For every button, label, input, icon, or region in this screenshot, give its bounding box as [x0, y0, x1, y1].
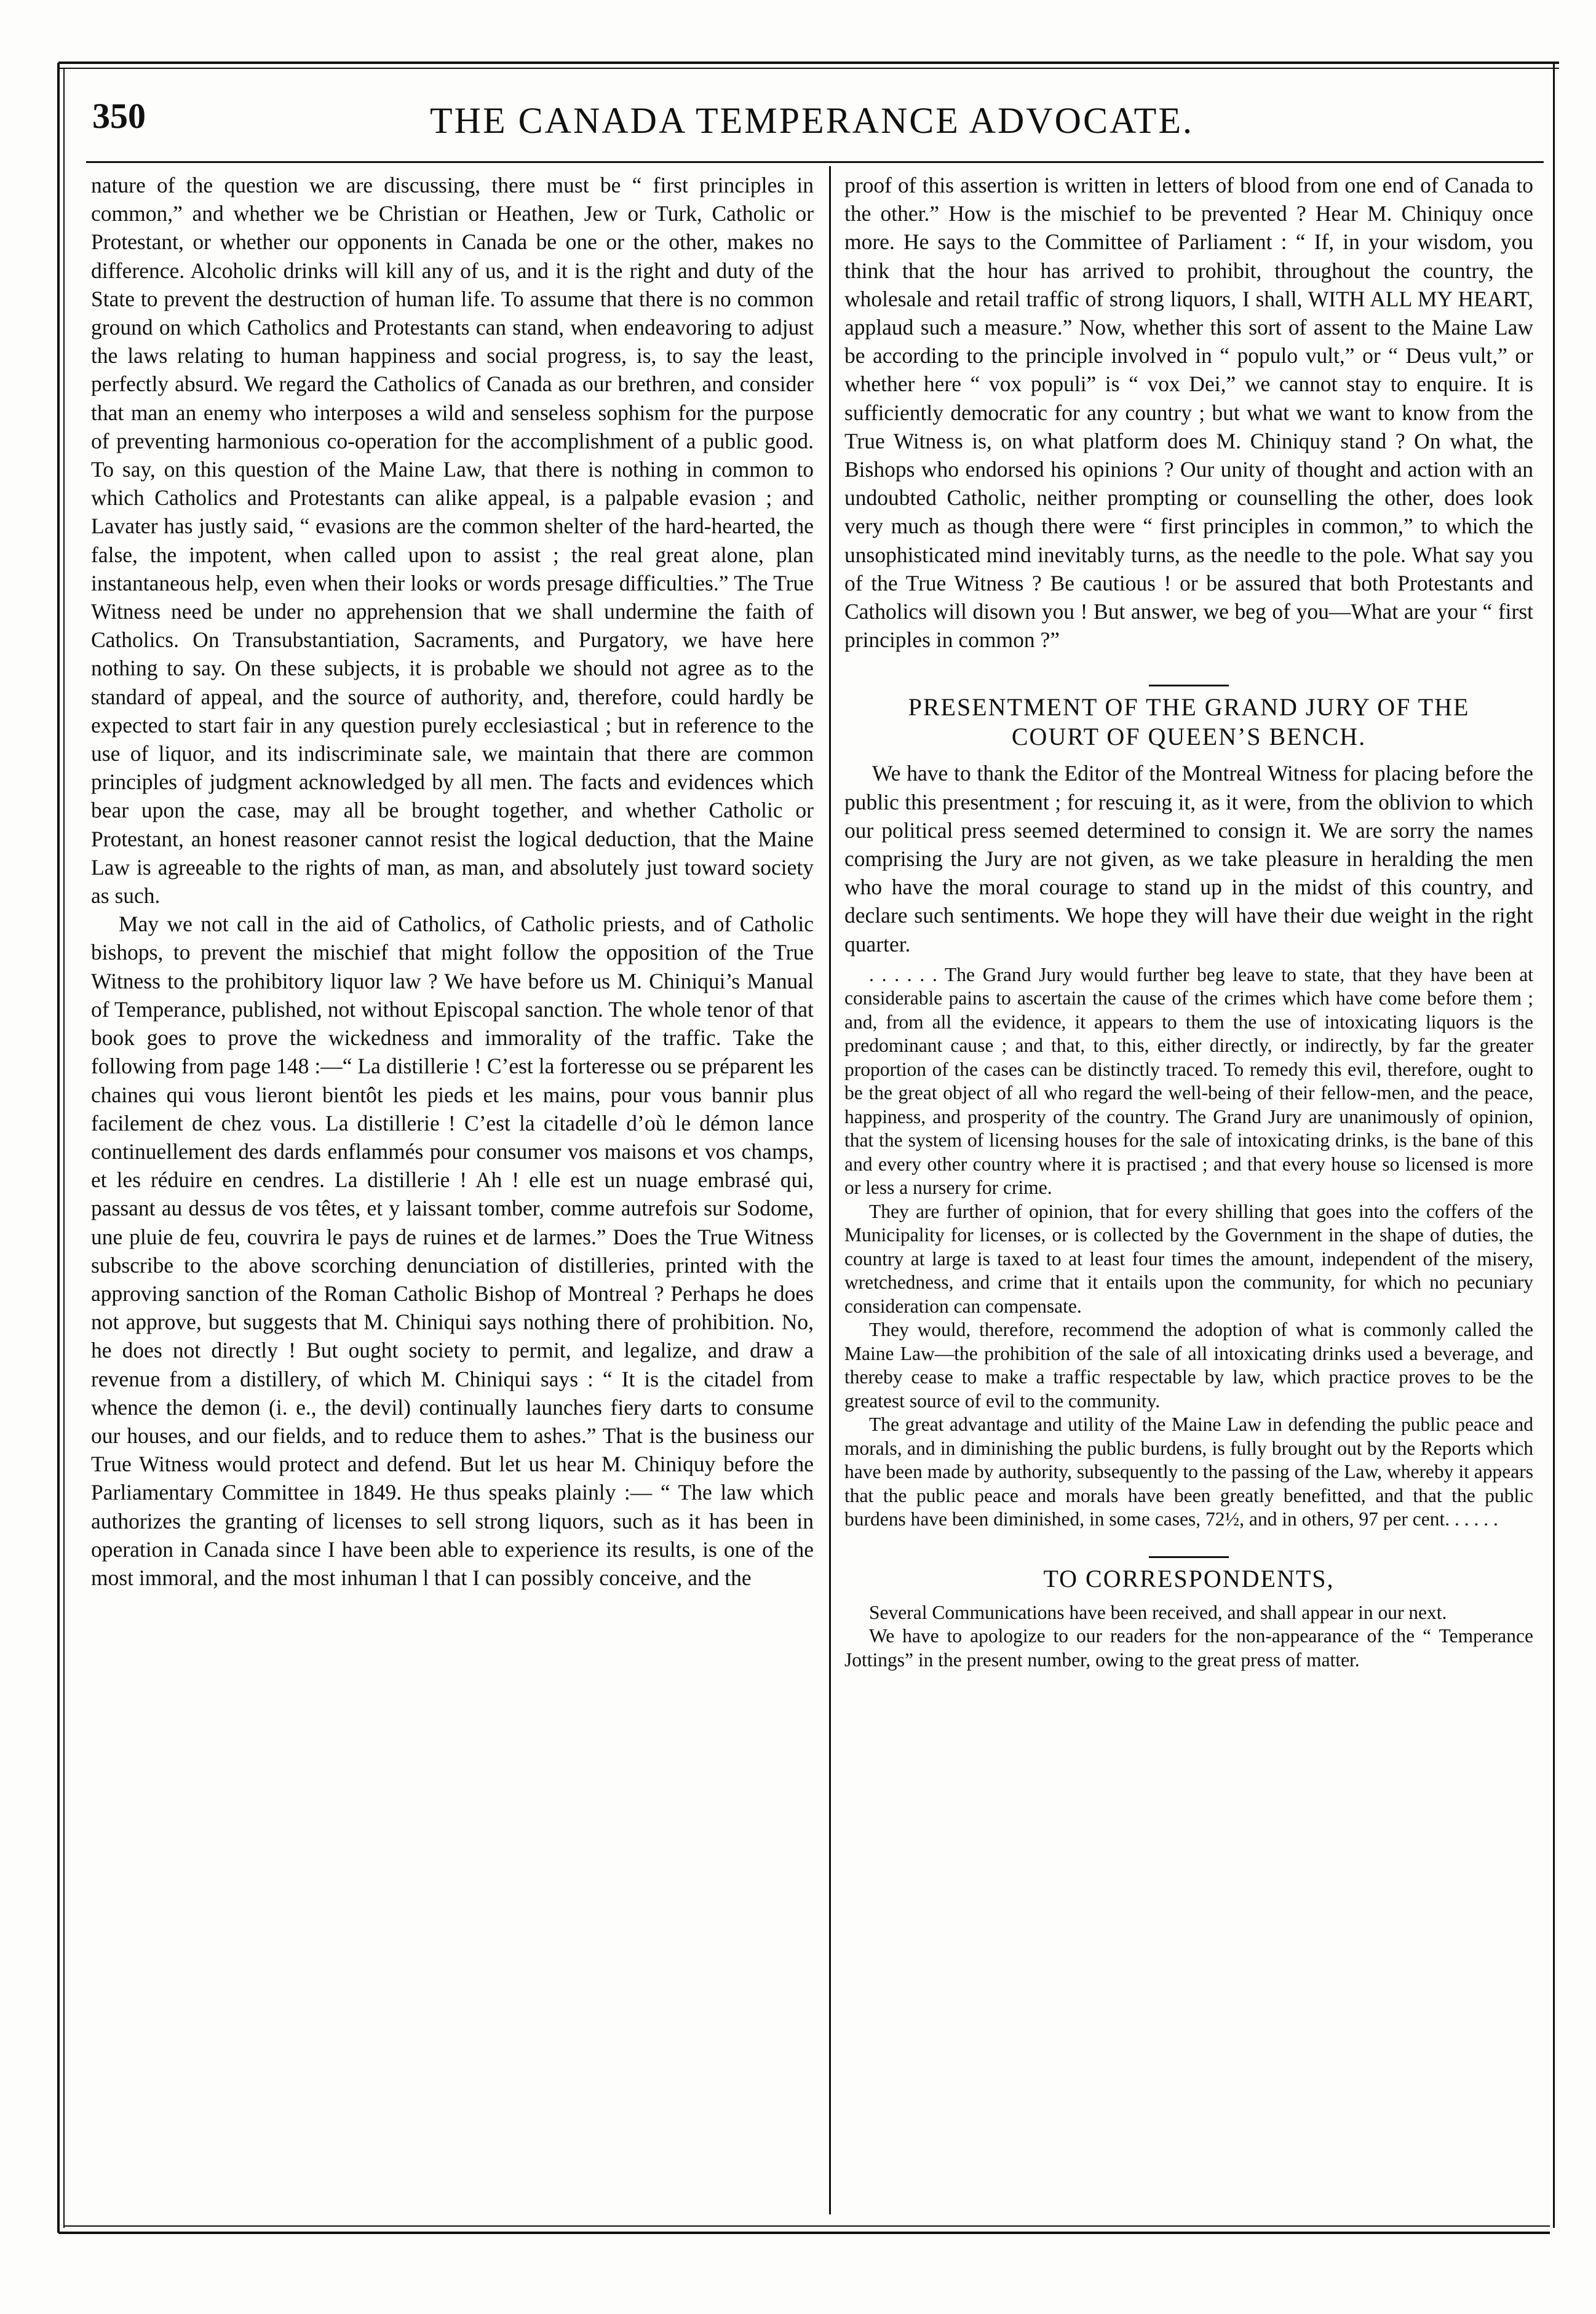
journal-title: THE CANADA TEMPERANCE ADVOCATE.	[430, 100, 1194, 141]
presentment-quote-paragraph: They would, therefore, recommend the adoption of what is commonly called the Maine Law—the prohibition of the sale of all intoxicating drinks used a beverage, and thereby cease to make a traffic respectable by law, which practice proves to be the greatest source of evil to the community.	[844, 1319, 1533, 1412]
presentment-heading	[844, 693, 1533, 752]
section-divider-rule	[1149, 1556, 1229, 1558]
presentment-quote	[844, 963, 1533, 1532]
presentment-heading-line-1: PRESENTMENT OF THE GRAND JURY OF THE	[908, 693, 1470, 722]
column-divider	[829, 166, 831, 2214]
page-border-right	[1553, 63, 1555, 2228]
correspondents-heading: TO CORRESPONDENTS,	[1043, 1564, 1335, 1592]
page-header	[86, 92, 1538, 154]
right-column	[844, 171, 1533, 1672]
page-border-bottom-inner	[65, 2225, 1550, 2227]
section-divider-rule	[1149, 685, 1229, 686]
presentment-quote-paragraph: The great advantage and utility of the Maine Law in defending the public peace and morals, and in diminishing the public burdens, is fully brought out by the Reports which have been made by authority, subsequently to the passing of the Law, whereby it appears that the public peace and morals have been greatly benefitted, and that the public burdens have been diminished, in some cases, 72½, and in others, 97 per cent. . . . . .	[844, 1413, 1533, 1530]
page-border-left	[57, 63, 60, 2233]
right-intro-paragraph: proof of this assertion is written in letters of blood from one end of Canada to the other.” How is the mischief to be prevented ? Hear M. Chiniquy once more. He says to the Committee of Parliament : “ If, in your wisdom, you think that the hour has arrived to prohibit, throughout the country, the wholesale and retail traffic of strong liquors, I shall, WITH ALL MY HEART, applaud such a measure.” Now, whether this sort of assent to the Maine Law be according to the principle involved in “ populo vult,” or “ Deus vult,” or whether here “ vox populi” is “ vox Dei,” we cannot stay to enquire. It is sufficiently democratic for any country ; but what we want to know from the True Witness is, on what platform does M. Chiniquy stand ? On what, the Bishops who endorsed his opinions ? Our unity of thought and action with an undoubted Catholic, neither prompting or counselling the other, does look very much as though there were “ first principles in common,” to which the unsophisticated mind inevitably turns, as the needle to the pole. What say you of the True Witness ? Be cautious ! or be assured that both Protestants and Catholics will disown you ! But answer, we beg of you—What are your “ first principles in common ?”	[844, 173, 1533, 653]
presentment-intro: We have to thank the Editor of the Montreal Witness for placing before the public this presentment ; for rescuing it, as it were, from the oblivion to which our political press seemed determined to consign it. We are sorry the names comprising the Jury are not given, as we take pleasure in heralding the men who have the moral courage to stand up in the midst of this country, and declare such sentiments. We hope they will have their due weight in the right quarter.	[844, 761, 1533, 956]
page-border-top	[58, 62, 1559, 64]
correspondents-body	[844, 1601, 1533, 1672]
presentment-quote-paragraph: . . . . . . The Grand Jury would further beg leave to state, that they have been at considerable pains to ascertain the cause of the crimes which have come before them ; and, from all the evidence, it appears to them the use of intoxicating liquors is the predominant cause ; and that, to this, either directly, or indirectly, by far the greater proportion of the cases can be distinctly traced. To remedy this evil, therefore, ought to be the great object of all who regard the well-being of their fellow-men, and the peace, happiness, and prosperity of the country. The Grand Jury are unanimously of opinion, that the system of licensing houses for the sale of intoxicating drinks, is the bane of this and every other country where it is practised ; and that every house so licensed is more or less a nursery for crime.	[844, 963, 1533, 1199]
presentment-quote-paragraph: They are further of opinion, that for every shilling that goes into the coffers of the Municipality for licenses, or is collected by the Government in the shape of duties, the country at large is taxed to at least four times the amount, independent of the misery, wretchedness, and crime that it entails upon the community, for which no pecuniary consideration can compensate.	[844, 1200, 1533, 1317]
header-rule	[86, 161, 1544, 163]
page-number: 350	[92, 96, 146, 136]
presentment-heading-line-2: COURT OF QUEEN’S BENCH.	[1011, 723, 1367, 751]
correspondents-paragraph: We have to apologize to our readers for the non-appearance of the “ Temperance Jottings” in the present number, owing to the great press of matter.	[844, 1625, 1533, 1671]
page-border-left-inner	[63, 69, 65, 2228]
page-border-bottom	[58, 2232, 1550, 2234]
correspondents-paragraph: Several Communications have been received, and shall appear in our next.	[869, 1601, 1447, 1623]
page-border-top-inner	[58, 68, 1559, 69]
left-paragraph-2: May we not call in the aid of Catholics, of Catholic priests, and of Catholic bishops, to prevent the mischief that might follow the opposition of the True Witness to the prohibitory liquor law ? We have before us M. Chiniqui’s Manual of Temperance, published, not without Episcopal sanction. The whole tenor of that book goes to prove the wickedness and immorality of the traffic. Take the following from page 148 :—“ La distillerie ! C’est la forteresse ou se préparent les chaines qui vous lieront bientôt les pieds et les mains, pour vous bannir plus facilement de chez vous. La distillerie ! C’est la citadelle d’où le démon lance continuellement des dards enflammés pour consumer vos maisons et vos champs, et les réduire en cendres. La distillerie ! Ah ! elle est un nuage embrasé qui, passant au dessus de vos têtes, et y laissant tomber, comme autrefois sur Sodome, une pluie de feu, couvrira le pays de ruines et de larmes.” Does the True Witness subscribe to the above scorching denunciation of distilleries, printed with the approving sanction of the Roman Catholic Bishop of Montreal ? Perhaps he does not approve, but suggests that M. Chiniqui says nothing there of prohibition. No, he does not directly ! But ought society to permit, and legalize, and draw a revenue from a distillery, of which M. Chiniqui says : “ It is the citadel from whence the demon (i. e., the devil) continually launches fiery darts to consume our houses, and our fields, and to reduce them to ashes.” That is the business our True Witness would protect and defend. But let us hear M. Chiniquy before the Parliamentary Committee in 1849. He thus speaks plainly :— “ The law which authorizes the granting of licenses to sell strong liquors, such as it has been in operation in Canada since I have been able to experience its results, is one of the most immoral, and the most inhuman l that I can possibly conceive, and the	[91, 912, 814, 1590]
left-paragraph-1: nature of the question we are discussing, there must be “ first principles in common,” and whether we be Christian or Heathen, Jew or Turk, Catholic or Protestant, or whether our opponents in Canada be one or the other, makes no difference. Alcoholic drinks will kill any of us, and it is the right and duty of the State to prevent the destruction of human life. To assume that there is no common ground on which Catholics and Protestants can stand, when endeavoring to adjust the laws relating to human happiness and social progress, is, to say the least, perfectly absurd. We regard the Catholics of Canada as our brethren, and consider that man an enemy who interposes a wild and senseless sophism for the purpose of preventing harmonious co-operation for the accomplishment of a public good. To say, on this question of the Maine Law, that there is nothing in common to which Catholics and Protestants can alike appeal, is a palpable evasion ; and Lavater has justly said, “ evasions are the common shelter of the hard-hearted, the false, the impotent, when called upon to assist ; the real great alone, plan instantaneous help, even when their looks or words presage difficulties.” The True Witness need be under no apprehension that we shall undermine the faith of Catholics. On Transubstantiation, Sacraments, and Purgatory, we have here nothing to say. On these subjects, it is probable we should not agree as to the standard of appeal, and the source of authority, and, therefore, could hardly be expected to start fair in any question purely ecclesiastical ; but in reference to the use of liquor, and its indiscriminate sale, we maintain that there are common principles of judgment acknowledged by all men. The facts and evidences which bear upon the case, may all be brought together, and whether Catholic or Protestant, an honest reasoner cannot resist the logical deduction, that the Maine Law is agreeable to the rights of man, as man, and absolutely just toward society as such.	[91, 173, 814, 909]
left-column	[91, 171, 814, 1592]
